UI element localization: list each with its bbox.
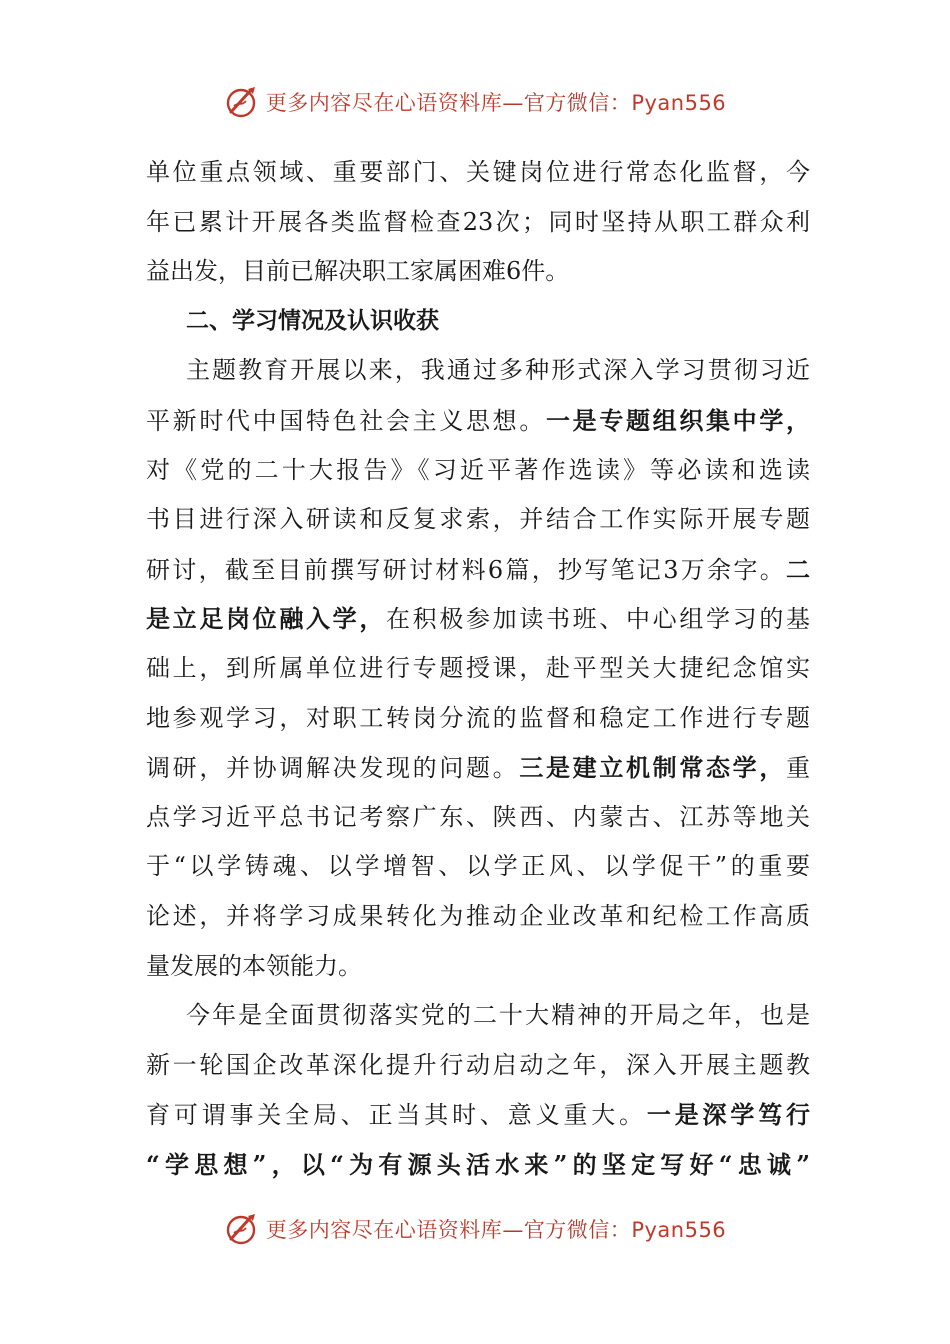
text-line: 今年是全面贯彻落实党的二十大精神的开局之年，也是 <box>186 1001 810 1030</box>
text-line: 点学习近平总书记考察广东、陕西、内蒙古、江苏等地关 <box>146 802 810 831</box>
text-line: 新一轮国企改革深化提升行动启动之年，深入开展主题教 <box>146 1050 810 1079</box>
emphasis-text: “学思想”，以“为有源头活水来”的坚定写好“忠诚” <box>146 1149 810 1179</box>
document-body <box>146 148 810 1189</box>
text-line: 地参观学习，对职工转岗分流的监督和稳定工作进行专题 <box>146 703 810 732</box>
text-line: 单位重点领域、重要部门、关键岗位进行常态化监督，今 <box>146 158 810 186</box>
banner-text: 更多内容尽在心语资料库—官方微信：Pyan556 <box>265 1218 727 1242</box>
section-heading: 二、学习情况及认识收获 <box>186 307 439 334</box>
text-line: 于“以学铸魂、以学增智、以学正风、以学促干”的重要 <box>146 852 810 881</box>
text-line: 书目进行深入研读和反复求索，并结合工作实际开展专题 <box>146 505 810 534</box>
text-line: 础上，到所属单位进行专题授课，赴平型关大捷纪念馆实 <box>146 653 810 682</box>
pen-circle-icon <box>224 1211 260 1247</box>
emphasis-text: 是立足岗位融入学， <box>146 604 386 634</box>
text-line: 平新时代中国特色社会主义思想。一是专题组织集中学， <box>146 405 810 435</box>
footer-banner <box>0 1209 950 1249</box>
emphasis-text: 二 <box>786 554 810 584</box>
emphasis-text: 三是建立机制常态学， <box>519 753 787 783</box>
text-line: 年已累计开展各类监督检查23次；同时坚持从职工群众利 <box>146 207 810 236</box>
text-line: 量发展的本领能力。 <box>146 951 362 980</box>
banner-text: 更多内容尽在心语资料库—官方微信：Pyan556 <box>265 91 727 115</box>
text-line: 益出发，目前已解决职工家属困难6件。 <box>146 257 570 286</box>
text-line: 是立足岗位融入学，在积极参加读书班、中心组学习的基 <box>146 604 810 634</box>
text-line: 论述，并将学习成果转化为推动企业改革和纪检工作高质 <box>146 901 810 930</box>
text-line: 主题教育开展以来，我通过多种形式深入学习贯彻习近 <box>186 356 810 385</box>
text-line: 研讨，截至目前撰写研讨材料6篇，抄写笔记3万余字。二 <box>146 554 810 584</box>
text-line <box>146 1140 810 1190</box>
emphasis-text: 一是深学笃行 <box>646 1100 811 1130</box>
header-banner <box>0 82 950 122</box>
text-line: 调研，并协调解决发现的问题。三是建立机制常态学，重 <box>146 753 811 783</box>
text-line: 育可谓事关全局、正当其时、意义重大。一是深学笃行 <box>146 1100 811 1130</box>
emphasis-text: 一是专题组织集中学， <box>546 405 810 435</box>
text-line: 对《党的二十大报告》《习近平著作选读》等必读和选读 <box>146 455 810 484</box>
pen-circle-icon <box>224 84 260 120</box>
